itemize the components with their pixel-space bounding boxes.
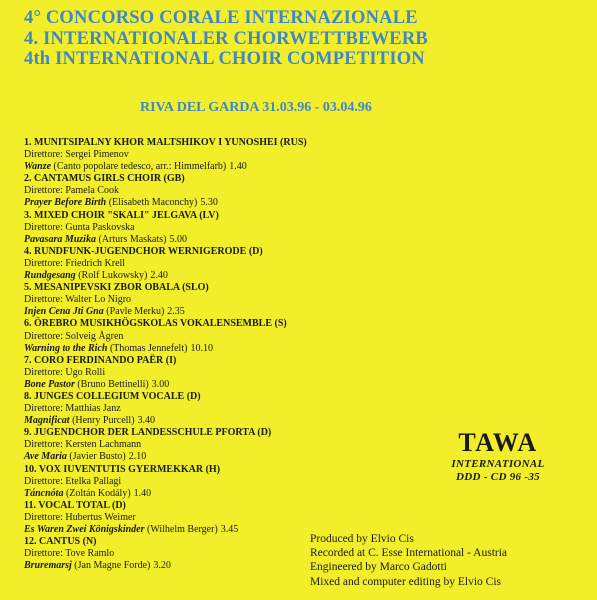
label-name: INTERNATIONAL — [451, 458, 545, 470]
piece-title: Warning to the Rich — [24, 342, 108, 354]
track-item — [24, 137, 424, 173]
track-item — [24, 464, 424, 500]
credit-recording: Recorded at C. Esse International - Austria — [310, 547, 508, 560]
track-director: Direttore: Gunta Paskovska — [24, 221, 135, 233]
piece-duration: 2.35 — [167, 306, 185, 318]
piece-composer: (Pavle Merku) — [106, 306, 165, 318]
track-list — [24, 137, 424, 572]
piece-composer: (Javier Busto) — [69, 451, 126, 463]
piece-title: Wanze — [24, 161, 52, 173]
track-piece — [24, 451, 424, 463]
piece-title: Bruremarsj — [24, 560, 72, 572]
track-piece — [24, 343, 424, 355]
piece-title: Magnificat — [24, 415, 70, 427]
track-title: 12. CANTUS (N) — [24, 536, 97, 548]
credit-engineer: Engineered by Marco Gadotti — [310, 561, 447, 574]
piece-composer: (Zoltán Kodály) — [65, 487, 131, 499]
track-item — [24, 355, 424, 391]
tawa-logo: TAWA — [458, 428, 538, 457]
piece-duration: 1.40 — [229, 161, 247, 173]
piece-duration: 3.00 — [151, 378, 170, 390]
track-title: 4. RUNDFUNK-JUGENDCHOR WERNIGERODE (D) — [24, 245, 263, 257]
track-director: Direttore: Kersten Lachmann — [24, 439, 142, 451]
piece-title: Ave Maria — [24, 451, 67, 463]
piece-composer: (Thomas Jennefelt) — [109, 342, 188, 354]
piece-composer: (Wilhelm Berger) — [147, 524, 218, 535]
track-title: 1. MUNITSIPALNY KHOR MALTSHIKOV I YUNOSHEI (RUS) — [24, 137, 307, 148]
track-item — [24, 210, 424, 246]
piece-title: Táncnóta — [24, 487, 64, 499]
competition-titles — [24, 8, 428, 70]
track-piece — [24, 488, 424, 500]
piece-duration: 1.40 — [133, 487, 152, 499]
piece-duration: 3.20 — [153, 560, 171, 572]
track-director: Direttore: Matthias Janz — [24, 403, 121, 415]
track-title: 11. VOCAL TOTAL (D) — [24, 499, 126, 511]
credit-mixing: Mixed and computer editing by Elvio Cis — [310, 575, 502, 588]
credit-producer: Produced by Elvio Cis — [310, 533, 414, 545]
track-director: Direttore: Pamela Cook — [24, 185, 119, 197]
piece-duration: 2.40 — [150, 270, 168, 282]
catalog-number: DDD - CD 96 -35 — [456, 471, 540, 483]
track-director: Direttore: Tove Ramlo — [24, 548, 115, 560]
piece-title: Bone Pastor — [24, 378, 75, 390]
piece-title: Pavasara Muzika — [24, 233, 96, 245]
track-item — [24, 282, 424, 318]
track-piece — [24, 306, 424, 318]
production-credits — [310, 532, 507, 589]
track-director: Direttore: Solveig Ågren — [24, 330, 124, 342]
title-italian: 4° CONCORSO CORALE INTERNAZIONALE — [24, 8, 418, 28]
piece-composer: (Arturs Maskats) — [98, 233, 167, 245]
track-item — [24, 500, 424, 536]
piece-composer: (Elisabeth Maconchy) — [108, 197, 198, 209]
track-director: Direttore: Etelka Pallagi — [24, 475, 122, 487]
track-title: 5. MESANIPEVSKI ZBOR OBALA (SLO) — [24, 282, 209, 294]
venue-dates: RIVA DEL GARDA 31.03.96 - 03.04.96 — [140, 100, 372, 115]
piece-title: Injen Cena Jti Gna — [24, 306, 104, 318]
piece-duration: 2.10 — [128, 451, 147, 463]
track-director: Direttore: Ugo Rolli — [24, 366, 106, 378]
track-title: 6. ÖREBRO MUSIKHÖGSKOLAS VOKALENSEMBLE (S) — [24, 318, 287, 330]
piece-duration: 3.40 — [137, 415, 156, 427]
track-director: Direttore: Hubertus Weimer — [24, 511, 136, 523]
track-item — [24, 246, 424, 282]
piece-title: Prayer Before Birth — [24, 197, 107, 209]
track-piece — [24, 270, 424, 282]
track-piece — [24, 197, 424, 209]
track-item — [24, 173, 424, 209]
track-director: Direttore: Walter Lo Nigro — [24, 294, 132, 306]
track-title: 8. JUNGES COLLEGIUM VOCALE (D) — [24, 390, 201, 402]
track-item — [24, 318, 424, 354]
title-german: 4. INTERNATIONALER CHORWETTBEWERB — [24, 28, 428, 49]
piece-composer: (Rolf Lukowsky) — [78, 270, 148, 282]
track-piece — [24, 415, 424, 427]
piece-title: Rundgesang — [24, 270, 76, 282]
piece-composer: (Henry Purcell) — [72, 415, 135, 427]
track-piece — [24, 379, 424, 391]
track-director: Direttore: Friedrich Krell — [24, 257, 126, 269]
piece-title: Es Waren Zwei Königskinder — [24, 524, 145, 535]
track-piece — [24, 161, 424, 173]
track-title: 7. CORO FERDINANDO PAËR (I) — [24, 354, 177, 366]
piece-duration: 10.10 — [190, 342, 213, 354]
piece-composer: (Jan Magne Forde) — [74, 560, 151, 572]
track-director: Direttore: Sergei Pimenov — [24, 149, 129, 161]
track-title: 2. CANTAMUS GIRLS CHOIR (GB) — [24, 173, 185, 185]
track-title: 3. MIXED CHOIR "SKALI" JELGAVA (LV) — [24, 209, 219, 221]
track-piece — [24, 234, 424, 246]
piece-duration: 3.45 — [220, 524, 239, 535]
track-title: 9. JUGENDCHOR DER LANDESSCHULE PFORTA (D) — [24, 427, 272, 439]
piece-composer: (Canto popolare tedesco, arr.: Himmelfarb) — [53, 161, 227, 173]
track-item — [24, 427, 424, 463]
label-brand — [432, 428, 564, 484]
track-title: 10. VOX IUVENTUTIS GYERMEKKAR (H) — [24, 463, 221, 475]
track-item — [24, 391, 424, 427]
piece-duration: 5.00 — [169, 233, 187, 245]
piece-composer: (Bruno Bettinelli) — [77, 378, 149, 390]
title-english: 4th INTERNATIONAL CHOIR COMPETITION — [24, 49, 425, 69]
piece-duration: 5.30 — [200, 197, 218, 209]
